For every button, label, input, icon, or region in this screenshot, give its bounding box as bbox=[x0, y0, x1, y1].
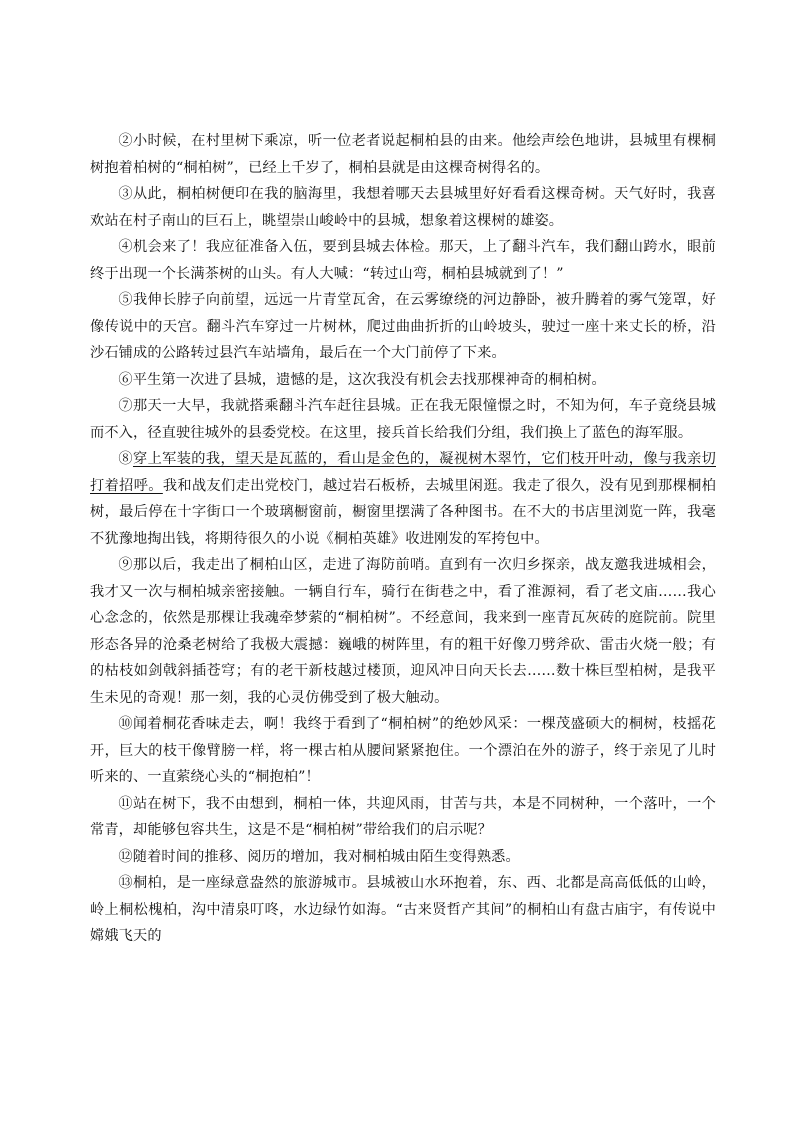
paragraph-text: ⑬桐柏，是一座绿意盎然的旅游城市。县城被山水环抱着，东、西、北都是高高低低的山岭，岭上桐松槐柏，沟中清泉叮咚，水边绿竹如海。“古来贤哲产其间”的桐柏山有盘古庙宇，有传说中嫦娥飞天的 bbox=[90, 875, 716, 944]
paragraph-p9 bbox=[90, 552, 716, 711]
paragraph-text: ⑥平生第一次进了县城，遗憾的是，这次我没有机会去找那棵神奇的桐柏树。 bbox=[118, 371, 606, 388]
paragraph-p8 bbox=[90, 446, 716, 552]
paragraph-p12 bbox=[90, 844, 716, 871]
paragraph-text: ⑤我伸长脖子向前望，远远一片青堂瓦舍，在云雾缭绕的河边静卧，被升腾着的雾气笼罩，好像传说中的天宫。翻斗汽车穿过一片树林，爬过曲曲折折的山岭坡头，驶过一座十来丈长的桥，沿沙石铺成的公路转过县汽车站墙角，最后在一个大门前停了下来。 bbox=[90, 292, 716, 361]
paragraph-text: 我和战友们走出党校门，越过岩石板桥，去城里闲逛。我走了很久，没有见到那棵桐柏树，最后停在十字街口一个玻璃橱窗前，橱窗里摆满了各种图书。在不大的书店里浏览一阵，我毫不犹豫地掏出钱，将期待很久的小说《桐柏英雄》收进刚发的军挎包中。 bbox=[90, 477, 716, 547]
paragraph-p3 bbox=[90, 181, 716, 234]
paragraph-p5 bbox=[90, 287, 716, 367]
paragraph-p2 bbox=[90, 128, 716, 181]
paragraph-p10 bbox=[90, 711, 716, 791]
paragraph-p4 bbox=[90, 234, 716, 287]
paragraph-text: ⑧ bbox=[118, 451, 133, 467]
paragraph-text: ⑪站在树下，我不由想到，桐柏一体，共迎风雨，甘苦与共，本是不同树种，一个落叶，一个常青，却能够包容共生，这是不是“桐柏树”带给我们的启示呢？ bbox=[90, 795, 716, 838]
paragraph-text: ②小时候，在村里树下乘凉，听一位老者说起桐柏县的由来。他绘声绘色地讲，县城里有棵桐树抱着柏树的“桐柏树”，已经上千岁了，桐柏县就是由这棵奇树得名的。 bbox=[90, 133, 716, 176]
paragraph-p6 bbox=[90, 367, 716, 394]
article-body bbox=[90, 128, 716, 950]
paragraph-text: ⑨那以后，我走出了桐柏山区，走进了海防前哨。直到有一次归乡探亲，战友邀我进城相会，我才又一次与桐柏城亲密接触。一辆自行车，骑行在街巷之中，看了淮源祠，看了老文庙……我心心念念的，依然是那棵让我魂牵梦萦的“桐柏树”。不经意间，我来到一座青瓦灰砖的庭院前。院里形态各异的沧桑老树给了我极大震撼：巍峨的树阵里，有的粗干好像刀劈斧砍、雷击火烧一般；有的枯枝如剑戟斜插苍穹；有的老干新枝越过楼顶，迎风冲日向天长去……数十株巨型柏树，是我平生未见的奇观！那一刻，我的心灵仿佛受到了极大触动。 bbox=[90, 557, 716, 706]
paragraph-p11 bbox=[90, 791, 716, 844]
paragraph-text: ④机会来了！我应征准备入伍，要到县城去体检。那天，上了翻斗汽车，我们翻山跨水，眼前终于出现一个长满茶树的山头。有人大喊：“转过山弯，桐柏县城就到了！” bbox=[90, 239, 716, 282]
paragraph-p13 bbox=[90, 870, 716, 950]
paragraph-text: ⑦那天一大早，我就搭乘翻斗汽车赶往县城。正在我无限憧憬之时，不知为何，车子竟绕县城而不入，径直驶往城外的县委党校。在这里，接兵首长给我们分组，我们换上了蓝色的海军服。 bbox=[90, 398, 716, 441]
paragraph-text: ⑫随着时间的推移、阅历的增加，我对桐柏城由陌生变得熟悉。 bbox=[118, 848, 520, 865]
paragraph-text: ③从此，桐柏树便印在我的脑海里，我想着哪天去县城里好好看看这棵奇树。天气好时，我喜欢站在村子南山的巨石上，眺望崇山峻岭中的县城，想象着这棵树的雄姿。 bbox=[90, 186, 716, 229]
paragraph-p7 bbox=[90, 393, 716, 446]
underlined-sentence: 穿上军装的我，望天是瓦蓝的，看山是金色的，凝视树木翠竹，它们枝开叶动，像与我亲切打着招呼。 bbox=[90, 451, 716, 494]
paragraph-text: ⑩闻着桐花香味走去，啊！我终于看到了“桐柏树”的绝妙风采：一棵茂盛硕大的桐树，枝摇花开，巨大的枝干像臂膀一样，将一棵古柏从腰间紧紧抱住。一个漂泊在外的游子，终于亲见了儿时听来的、一直萦绕心头的“桐抱柏”！ bbox=[90, 716, 716, 785]
